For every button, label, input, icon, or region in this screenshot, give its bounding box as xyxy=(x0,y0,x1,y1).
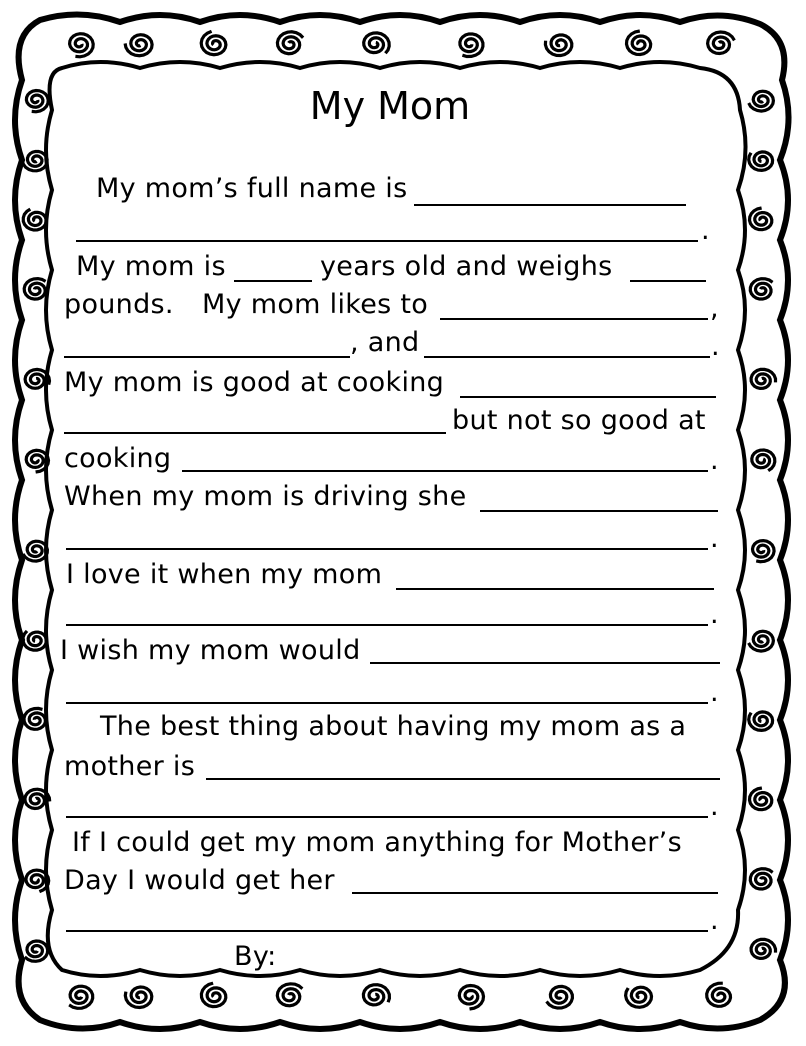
swirl-icon xyxy=(750,279,772,299)
likes-prompt: My mom likes to xyxy=(202,289,429,320)
swirl-icon xyxy=(23,541,47,561)
swirl-icon xyxy=(751,939,775,958)
driving-blank[interactable] xyxy=(480,510,718,512)
period: . xyxy=(711,331,720,362)
swirl-icon xyxy=(753,541,775,562)
swirl-icon xyxy=(364,33,390,53)
likes-blank-1[interactable] xyxy=(440,318,708,320)
swirl-icon xyxy=(749,712,773,731)
full-name-blank-2[interactable] xyxy=(76,240,698,242)
good-cooking-prompt: My mom is good at cooking xyxy=(64,367,445,398)
period: . xyxy=(701,215,710,246)
love-it-blank-2[interactable] xyxy=(66,624,708,626)
likes-blank-2[interactable] xyxy=(64,356,350,358)
love-it-prompt: I love it when my mom xyxy=(66,559,383,590)
good-cooking-blank[interactable] xyxy=(460,396,716,398)
bad-cooking-blank[interactable] xyxy=(182,470,708,472)
full-name-prompt: My mom’s full name is xyxy=(96,173,408,204)
wish-prompt: I wish my mom would xyxy=(60,635,361,666)
comma: , xyxy=(710,293,719,324)
period: . xyxy=(710,445,719,476)
age-blank[interactable] xyxy=(234,280,312,282)
full-name-blank[interactable] xyxy=(414,204,686,206)
love-it-blank[interactable] xyxy=(396,588,714,590)
would-get-her-text: Day I would get her xyxy=(64,865,335,896)
swirl-icon xyxy=(277,984,302,1006)
swirl-icon xyxy=(24,708,45,729)
by-label: By: xyxy=(234,941,277,972)
weighs-prompt: years old and weighs xyxy=(320,251,613,282)
good-cooking-blank-2[interactable] xyxy=(64,432,446,434)
and-text: , and xyxy=(350,327,420,358)
period: . xyxy=(710,677,719,708)
swirl-icon xyxy=(708,32,735,54)
swirl-icon xyxy=(627,31,651,55)
swirl-icon xyxy=(460,34,483,57)
mother-is-text: mother is xyxy=(64,751,196,782)
swirl-icon xyxy=(201,983,225,1007)
not-so-good-prompt: but not so good at xyxy=(452,405,706,436)
swirl-icon xyxy=(751,369,775,388)
swirl-icon xyxy=(752,450,775,471)
swirl-icon xyxy=(23,631,46,650)
wish-blank[interactable] xyxy=(370,662,720,664)
swirl-icon xyxy=(69,986,93,1008)
best-thing-prompt: The best thing about having my mom as a xyxy=(100,711,687,742)
gift-blank[interactable] xyxy=(352,892,718,894)
swirl-icon xyxy=(749,631,774,651)
period: . xyxy=(710,599,719,630)
pounds-text: pounds. xyxy=(64,289,174,320)
swirl-icon xyxy=(749,152,773,171)
swirl-icon xyxy=(750,869,772,889)
best-thing-blank[interactable] xyxy=(206,778,720,780)
swirl-icon xyxy=(545,35,571,56)
driving-prompt: When my mom is driving she xyxy=(64,481,467,512)
swirl-icon xyxy=(125,35,152,56)
swirl-icon xyxy=(23,209,46,230)
swirl-icon xyxy=(707,983,731,1006)
likes-blank-3[interactable] xyxy=(424,356,710,358)
wish-blank-2[interactable] xyxy=(66,702,708,704)
swirl-icon xyxy=(25,941,48,961)
weight-blank[interactable] xyxy=(630,280,706,282)
swirl-icon xyxy=(363,985,389,1005)
swirl-icon xyxy=(459,986,483,1010)
mothers-day-prompt: If I could get my mom anything for Mother’s xyxy=(72,827,682,858)
swirl-icon xyxy=(24,279,45,300)
period: . xyxy=(710,905,719,936)
swirl-icon xyxy=(201,31,226,54)
page-title: My Mom xyxy=(309,84,471,128)
swirl-icon xyxy=(547,986,573,1008)
gift-blank-2[interactable] xyxy=(66,930,708,932)
swirl-icon xyxy=(22,152,47,171)
period: . xyxy=(710,523,719,554)
cooking-text: cooking xyxy=(64,443,172,474)
best-thing-blank-2[interactable] xyxy=(66,816,708,818)
swirl-icon xyxy=(626,987,652,1007)
swirl-icon xyxy=(750,788,772,810)
swirl-icon xyxy=(277,32,303,54)
swirl-icon xyxy=(125,987,152,1008)
driving-blank-2[interactable] xyxy=(66,548,708,550)
swirl-icon xyxy=(70,34,94,57)
age-prompt: My mom is xyxy=(76,251,226,282)
swirl-icon xyxy=(750,208,772,230)
period: . xyxy=(710,791,719,822)
